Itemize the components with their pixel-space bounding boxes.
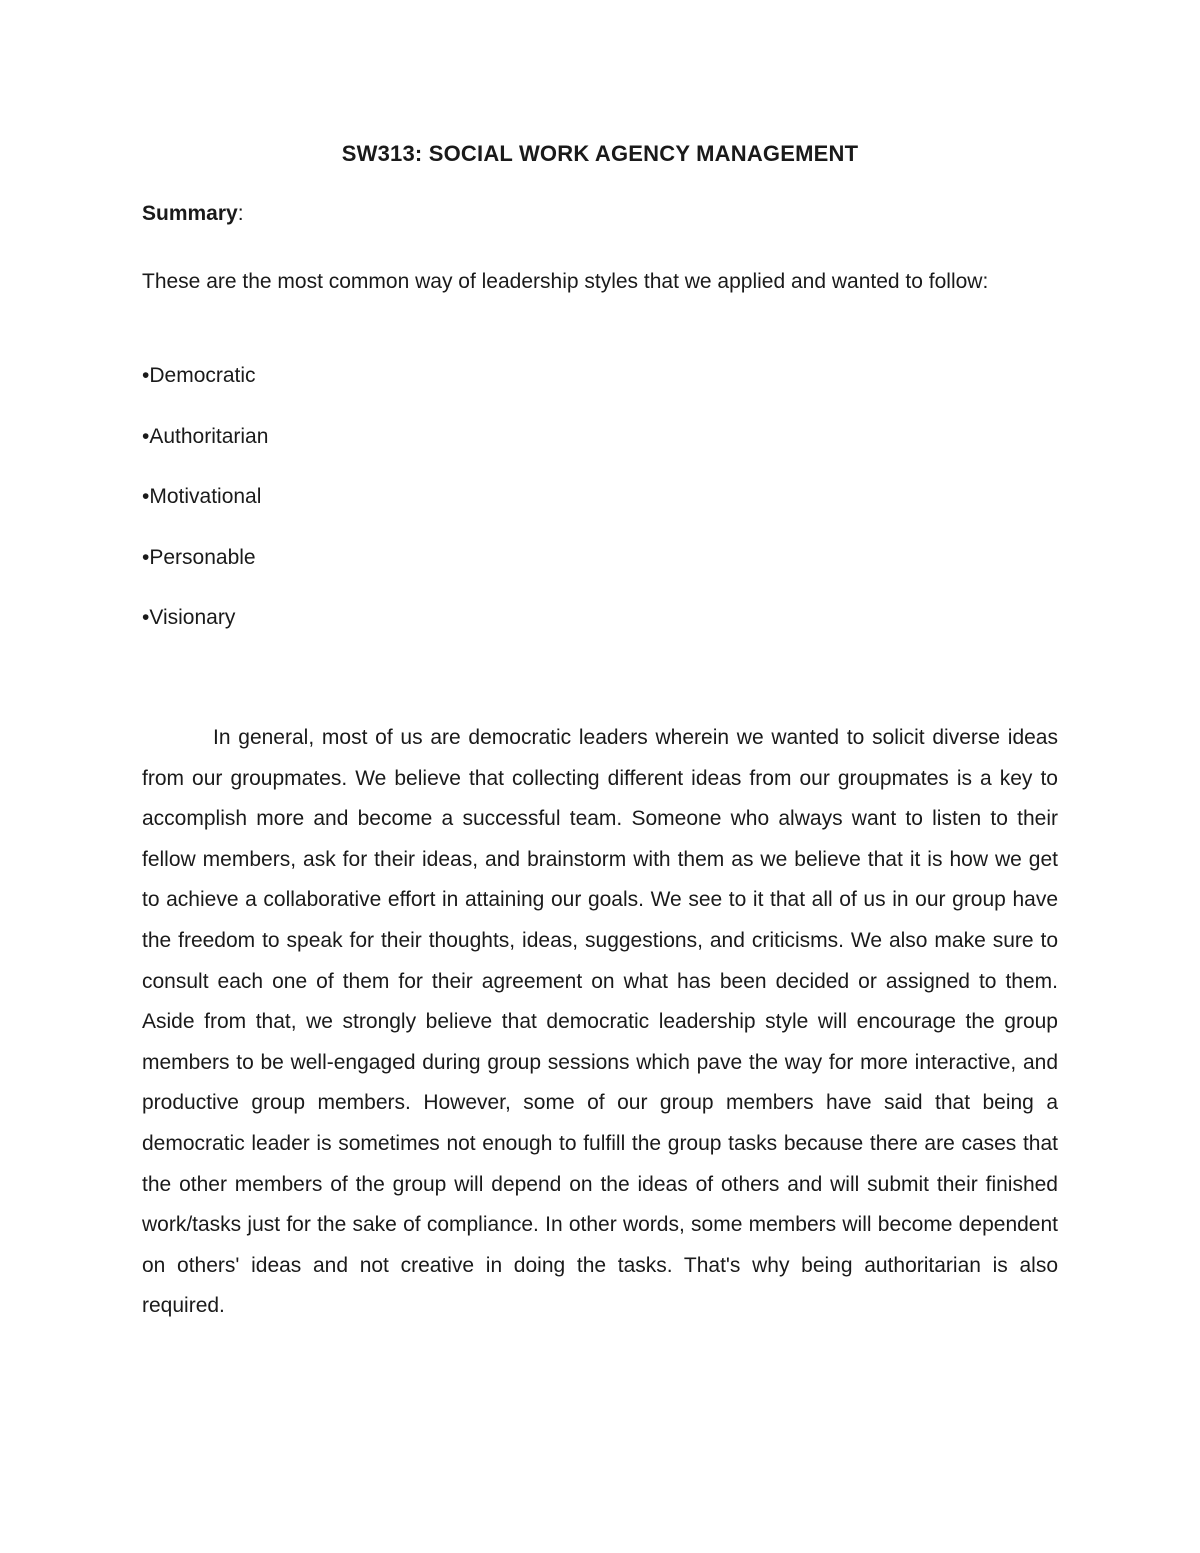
document-title: SW313: SOCIAL WORK AGENCY MANAGEMENT (341, 141, 859, 166)
list-item-democratic: •Democratic (142, 364, 256, 387)
leadership-styles-list (142, 362, 268, 665)
list-item-personable: •Personable (142, 545, 256, 569)
body-paragraph: In general, most of us are democratic leaders wherein we wanted to solicit diverse ideas from our groupmates. We believe that collecting different ideas from our groupmates is a key to accomplish more and become a successful team. Someone who always want to listen to their fellow members, ask for their ideas, and brainstorm with them as we believe that it is how we get to achieve a collaborative effort in attaining our goals. We see to it that all of us in our group have the freedom to speak for their thoughts, ideas, suggestions, and criticisms. We also make sure to consult each one of them for their agreement on what has been decided or assigned to them. Aside from that, we strongly believe that democratic leadership style will encourage the group members to be well-engaged during group sessions which pave the way for more interactive, and productive group members. However, some of our group members have said that being a democratic leader is sometimes not enough to fulfill the group tasks because there are cases that the other members of the group will depend on the ideas of others and will submit their finished work/tasks just for the sake of compliance. In other words, some members will become dependent on others' ideas and not creative in doing the tasks. That's why being authoritarian is also required. (142, 726, 1058, 1318)
summary-label: Summary (142, 202, 238, 225)
summary-colon: : (237, 202, 244, 225)
list-item-motivational: •Motivational (142, 485, 262, 508)
list-item-authoritarian: •Authoritarian (142, 424, 269, 448)
intro-text: These are the most common way of leadership styles that we applied and wanted to follow: (142, 270, 989, 293)
summary-heading (142, 202, 244, 226)
list-item-visionary: •Visionary (142, 606, 236, 629)
